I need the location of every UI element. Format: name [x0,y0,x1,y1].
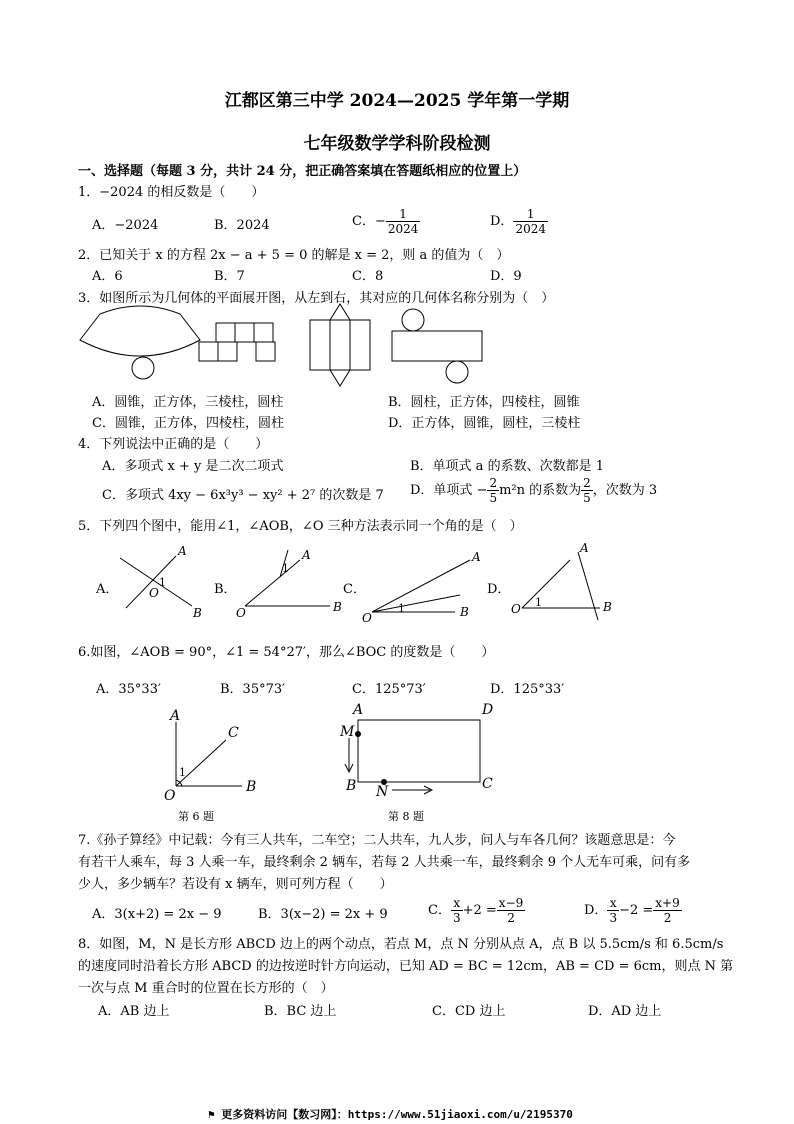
q1-c-num: 1 [386,207,421,222]
q4-d-prefix: D．单项式 − [410,483,488,498]
q5a-label-a: A [178,544,187,558]
q7-option-c [428,896,525,925]
q2-stem: 2．已知关于 x 的方程 2x − a + 5 = 0 的解是 x = 2，则 a 的值为（ ） [78,248,510,263]
q8-option-c: C．CD 边上 [432,1004,506,1019]
q8-option-a: A．AB 边上 [98,1004,170,1019]
fig6-label-o: O [164,788,176,804]
q5c-label-b: B [460,605,469,619]
q7-d-prefix: D． [584,903,608,918]
q7-c-frac2 [497,896,525,925]
q5d-label-a: A [580,541,589,555]
q5b-label-1: 1 [282,562,289,575]
q2-option-b: B．7 [214,269,245,284]
q5a-label-1: 1 [159,576,166,589]
q1-c-prefix: C．− [352,214,386,229]
q7-d-mid: −2 = [619,903,654,918]
q7-c-d2: 2 [507,911,515,925]
q5b-label-a: A [302,548,311,562]
q1-d-num: 1 [513,207,548,222]
q7-c-d1: 3 [452,911,461,925]
q5-option-c: C． [343,582,366,597]
q1-c-den: 2024 [387,222,419,236]
q4-d-num: 2 [489,476,498,490]
q1-stem: 1．−2024 的相反数是（ ） [78,185,265,200]
fig8-label-c: C [482,776,493,792]
q7-line1: 7.《孙子算经》中记载：今有三人共车，二车空；二人共车，九人步，问人与车各几何？该题意思是：今 [78,833,676,848]
q5-option-b: B． [214,582,237,597]
flag-icon: ⚑ [208,1108,222,1121]
q7-line3: 少人，多少辆车？若设有 x 辆车，则可列方程（ ） [78,877,393,892]
q4-option-b: B．单项式 a 的系数、次数都是 1 [410,459,604,474]
fig8-label-m: M [340,724,355,740]
q5d-label-o: O [511,602,521,616]
q5c-label-o: O [362,611,372,625]
q5-stem: 5．下列四个图中，能用∠1，∠AOB，∠O 三种方法表示同一个角的是（ ） [78,519,523,534]
fig8-label-d: D [482,702,494,718]
q1-d-den: 2024 [515,222,546,236]
fig6-label-a: A [170,708,181,724]
q4-d-num2: 2 [583,476,591,490]
footer-text: 更多资料访问【数习网】：https://www.51jiaoxi.com/u/2195370 [221,1108,573,1121]
q5-option-a: A． [96,582,119,597]
q8-line3: 一次与点 M 重合时的位置在长方形的（ ） [78,981,334,996]
q4-option-a: A．多项式 x + y 是二次二项式 [102,459,284,474]
fig6-label-c: C [228,725,239,741]
section-heading: 一、选择题（每题 3 分，共计 24 分，把正确答案填在答题纸相应的位置上） [78,164,527,179]
q8-line1: 8．如图，M，N 是长方形 ABCD 边上的两个动点，若点 M，点 N 分别从点 A，点 B 以 5.5cm/s 和 6.5cm/s [78,937,724,952]
q1-option-b: B．2024 [214,218,270,233]
fig6-label-1: 1 [179,766,186,779]
q6-option-c: C．125°73′ [352,682,426,697]
q7-d-frac2 [653,896,681,925]
fig6-ray-oc [176,740,226,786]
q3-stem: 3．如图所示为几何体的平面展开图，从左到右，其对应的几何体名称分别为（ ） [78,291,555,306]
q4-d-suffix: ，次数为 3 [592,483,658,498]
fig8-point-m [355,731,361,737]
q7-option-b: B．3(x−2) = 2x + 9 [258,907,388,922]
q4-d-den2: 5 [583,491,591,505]
q7-c-mid: +2 = [462,903,497,918]
exam-title: 江都区第三中学 2024—2025 学年第一学期 [224,91,570,111]
q7-c-n2: x−9 [498,896,524,910]
fig8-label-a: A [353,702,364,718]
q5d-label-b: B [603,600,612,614]
q7-line2: 有若干人乘车，每 3 人乘一车，最终剩余 2 辆车，若每 2 人共乘一车，最终剩余 9 个人无车可乘，问有多 [78,855,691,870]
footer-link[interactable] [208,1106,573,1122]
q7-d-n1: x [607,896,619,911]
q5c-label-a: A [472,550,481,564]
q8-option-d: D．AD 边上 [588,1004,662,1019]
exam-subtitle: 七年级数学学科阶段检测 [303,134,491,154]
q1-d-prefix: D． [490,214,514,229]
q5a-label-o: O [149,586,159,600]
q5b-label-b: B [333,600,342,614]
q4-d-mid: m²n 的系数为 [499,483,582,498]
q7-option-a: A．3(x+2) = 2x − 9 [92,907,222,922]
q7-c-prefix: C． [428,903,451,918]
fig8-label-b: B [346,778,357,794]
q6-option-a: A．35°33′ [96,682,161,697]
q2-option-a: A．6 [92,269,123,284]
q5a-label-b: B [193,606,202,620]
q6-stem: 6.如图，∠AOB = 90°，∠1 = 54°27′，那么∠BOC 的度数是（ ） [78,645,495,660]
q3-option-b: B．圆柱，正方体，四棱柱，圆锥 [388,395,580,410]
q6-option-d: D．125°33′ [490,682,565,697]
fig8-rectangle [358,720,480,782]
fig6-label-b: B [246,779,257,795]
q7-c-frac1 [451,896,463,925]
q4-stem: 4．下列说法中正确的是（ ） [78,437,269,452]
q4-d-den: 5 [489,491,498,505]
q5c-label-1: 1 [398,602,405,615]
q6-option-b: B．35°73′ [220,682,286,697]
q7-c-n1: x [451,896,463,911]
fig8-label-n: N [376,784,389,800]
q8-option-b: B．BC 边上 [264,1004,337,1019]
q7-d-frac1 [607,896,619,925]
q2-option-c: C．8 [352,269,384,284]
q5-option-d: D． [487,582,511,597]
q3-option-d: D．正方体，圆锥，圆柱，三棱柱 [388,416,581,431]
q5d-label-1: 1 [535,596,542,609]
q7-d-d2: 2 [663,911,672,925]
q7-d-n2: x+9 [655,896,680,910]
fig6-caption: 第 6 题 [178,810,214,823]
q3-option-a: A．圆锥，正方体，三棱柱，圆柱 [92,395,284,410]
q1-option-a: A．−2024 [92,218,159,233]
q2-option-d: D．9 [490,269,522,284]
q4-option-c: C．多项式 4xy − 6x³y³ − xy² + 2⁷ 的次数是 7 [102,488,384,503]
q5b-label-o: O [236,606,246,620]
q3-option-c: C．圆锥，正方体，四棱柱，圆柱 [92,416,284,431]
q7-d-d1: 3 [609,911,618,925]
fig8-caption: 第 8 题 [388,810,424,823]
q8-line2: 的速度同时沿着长方形 ABCD 的边按逆时针方向运动，已知 AD = BC = 12cm，AB = CD = 6cm，则点 N 第 [78,959,734,974]
q7-option-d [584,896,682,925]
